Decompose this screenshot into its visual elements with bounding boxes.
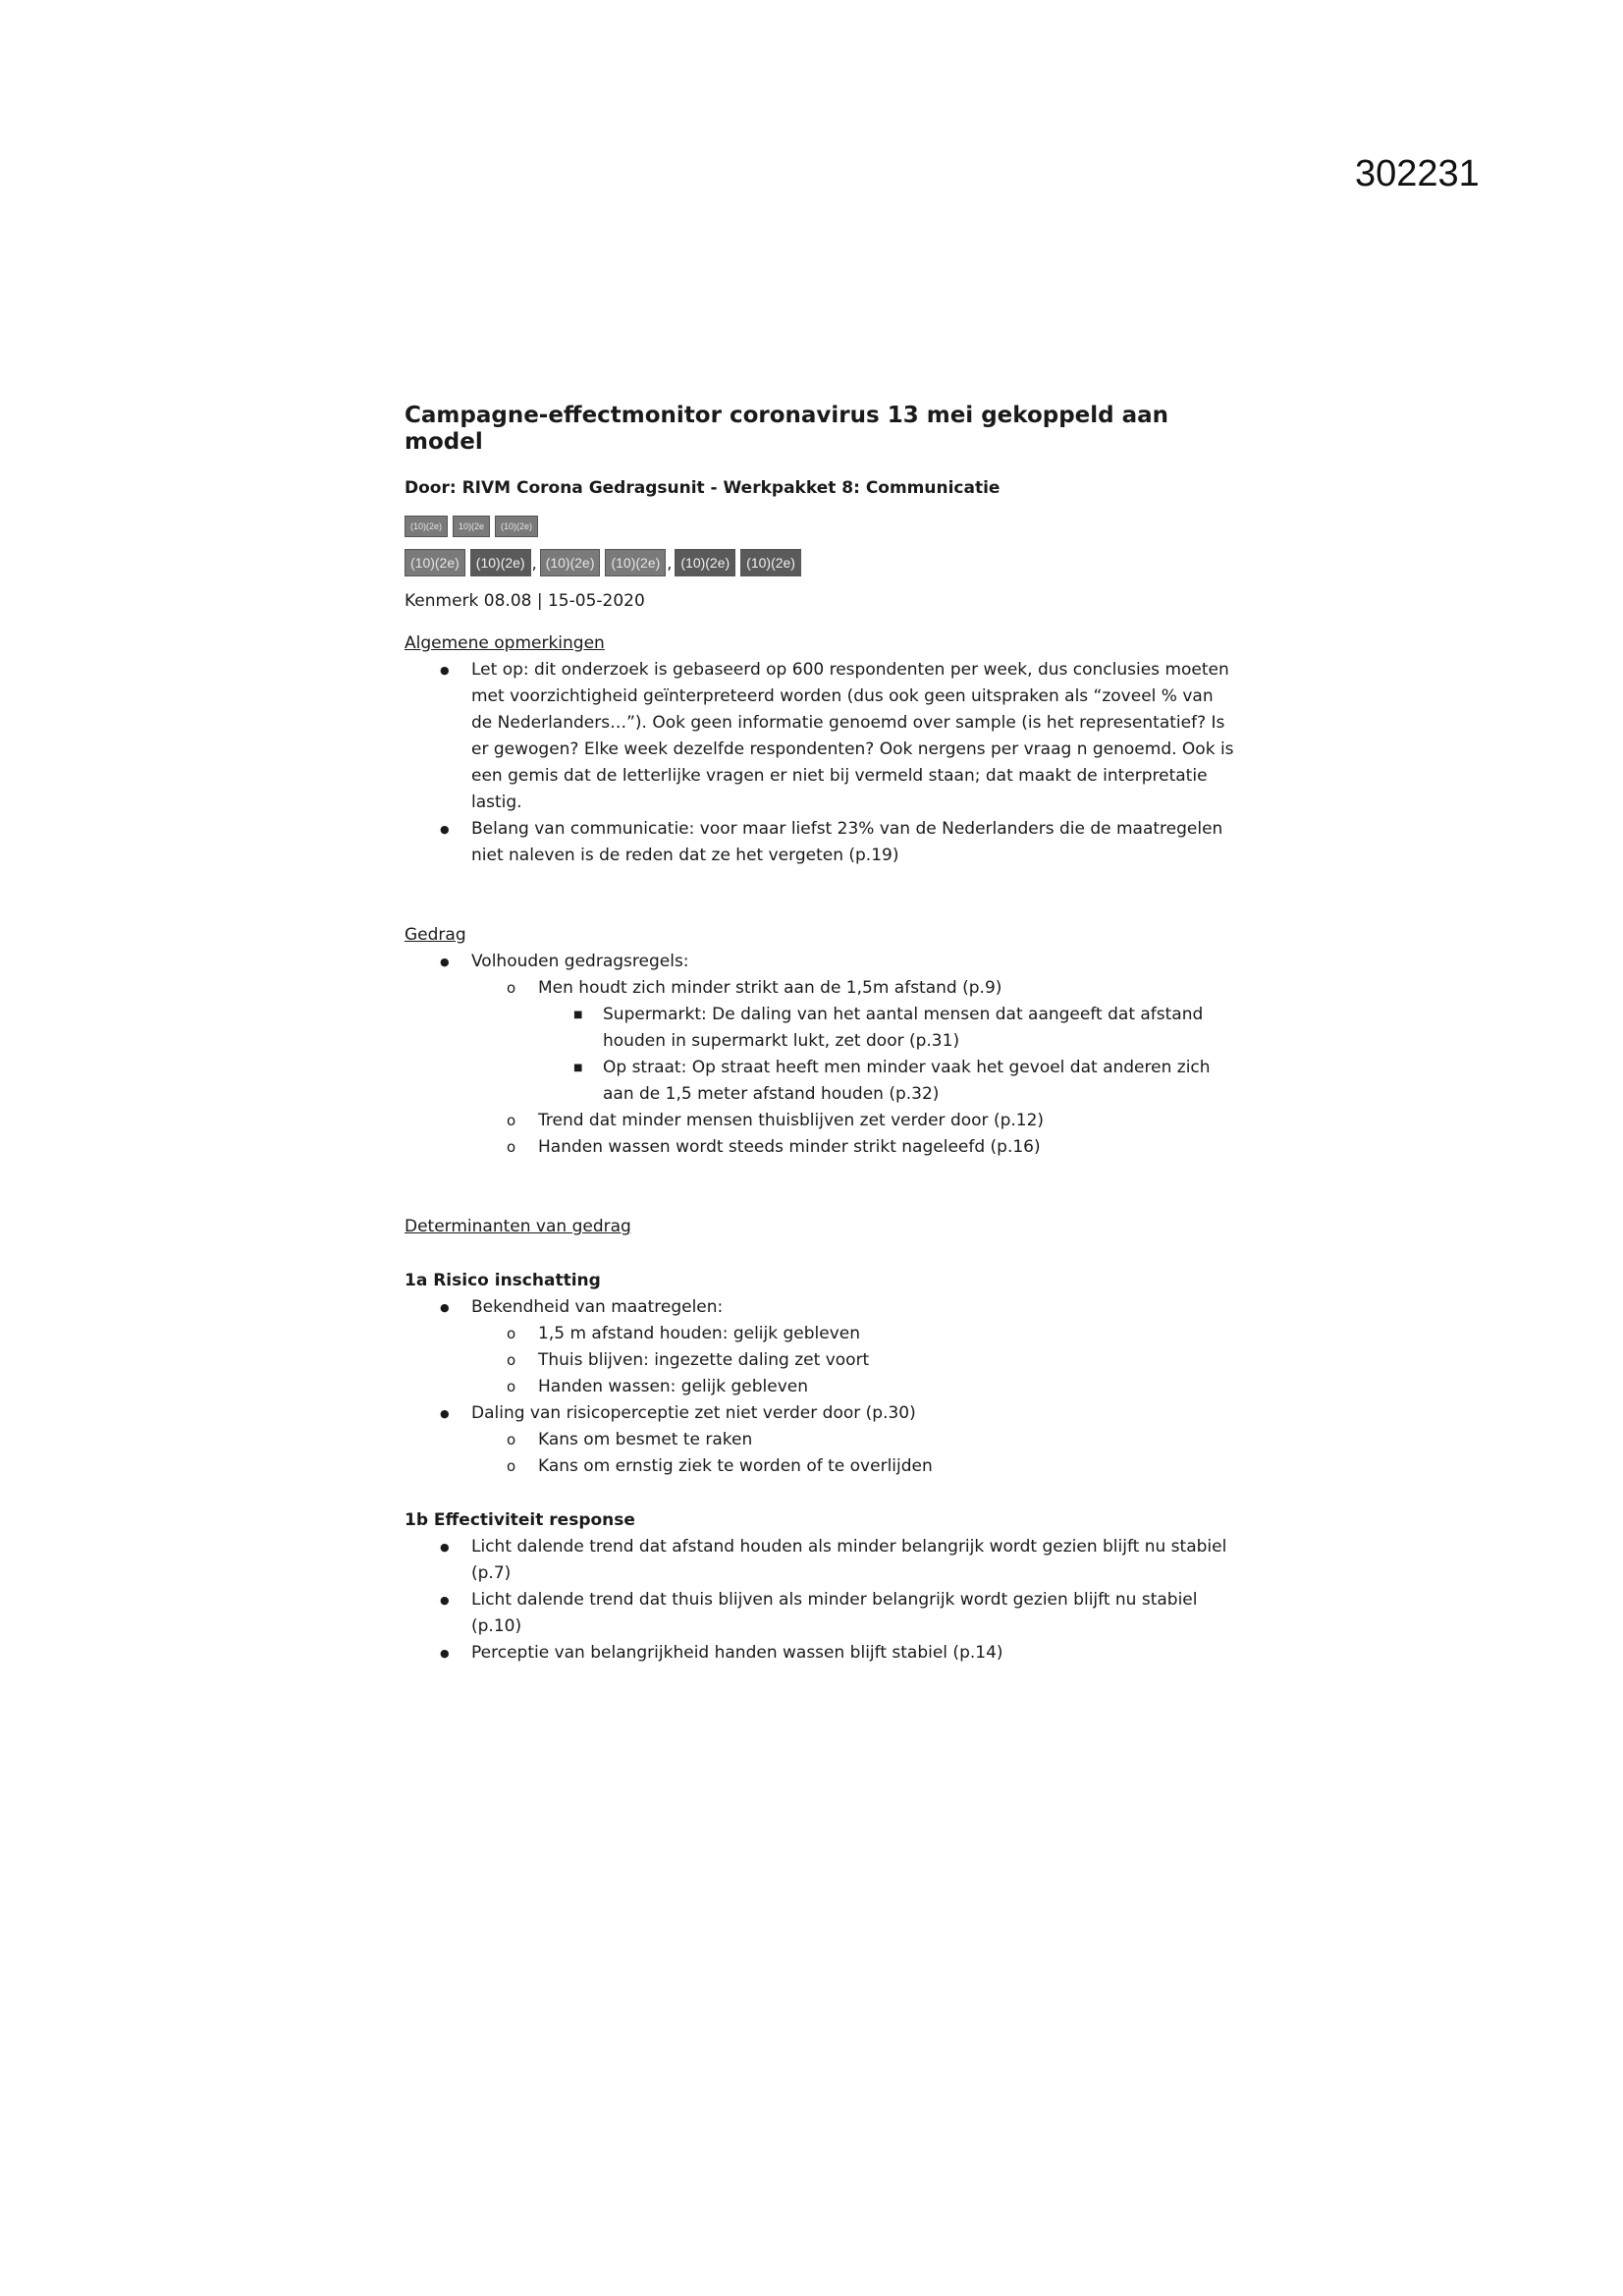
spacer (405, 869, 1239, 922)
separator-comma: , (667, 553, 673, 573)
document-body (405, 403, 1239, 1667)
section-heading-gedrag: Gedrag (405, 925, 466, 945)
list-item: o Thuis blijven: ingezette daling zet voort (471, 1347, 1239, 1374)
list-item: ■ Supermarkt: De daling van het aantal mensen dat aangeeft dat afstand houden in supermarkt lukt, zet door (p.31) (538, 1002, 1239, 1055)
redaction-row-1 (405, 516, 1239, 537)
list-item-text: Men houdt zich minder strikt aan de 1,5m afstand (p.9) (538, 978, 1002, 998)
list-item-text: Daling van risicoperceptie zet niet verder door (p.30) (471, 1403, 916, 1423)
list-item: o Kans om besmet te raken (471, 1427, 1239, 1453)
redaction-box: (10)(2e) (740, 549, 801, 576)
list-item: o 1,5 m afstand houden: gelijk gebleven (471, 1321, 1239, 1347)
section-heading-determinanten: Determinanten van gedrag (405, 1217, 631, 1236)
section-heading-algemene: Algemene opmerkingen (405, 633, 605, 653)
risico-sublist-2 (471, 1427, 1239, 1480)
effectiviteit-list (405, 1534, 1239, 1667)
risico-list (405, 1294, 1239, 1480)
list-item: ■ Op straat: Op straat heeft men minder vaak het gevoel dat anderen zich aan de 1,5 meter afstand houden (p.32) (538, 1055, 1239, 1108)
list-item: o Trend dat minder mensen thuisblijven zet verder door (p.12) (471, 1108, 1239, 1134)
list-item (405, 1294, 1239, 1400)
list-item: ● Belang van communicatie: voor maar liefst 23% van de Nederlanders die de maatregelen niet naleven is de reden dat ze het vergeten (p.19) (405, 816, 1239, 869)
redaction-row-2 (405, 549, 1239, 576)
redaction-box: (10)(2e) (470, 549, 531, 576)
list-item: o Handen wassen wordt steeds minder strikt nageleefd (p.16) (471, 1134, 1239, 1161)
subsection-heading-effectiviteit: 1b Effectiviteit response (405, 1510, 635, 1530)
list-item: o Handen wassen: gelijk gebleven (471, 1374, 1239, 1400)
list-item (471, 975, 1239, 1108)
redaction-box: (10)(2e) (540, 549, 601, 576)
list-item: ● Licht dalende trend dat thuis blijven als minder belangrijk wordt gezien blijft nu stabiel (p.10) (405, 1587, 1239, 1640)
reference-line: Kenmerk 08.08 | 15-05-2020 (405, 591, 645, 611)
byline: Door: RIVM Corona Gedragsunit - Werkpakket 8: Communicatie (405, 478, 1001, 498)
separator-comma: , (531, 553, 537, 573)
document-number: 302231 (1355, 153, 1480, 194)
redaction-box: 10)(2e (453, 516, 490, 537)
spacer (405, 1161, 1239, 1214)
list-item: o Kans om ernstig ziek te worden of te overlijden (471, 1453, 1239, 1480)
list-item (405, 949, 1239, 1161)
spacer (405, 1480, 1239, 1507)
redaction-box: (10)(2e) (405, 549, 465, 576)
gedrag-list (405, 949, 1239, 1161)
list-item-text: Volhouden gedragsregels: (471, 952, 689, 971)
spacer (405, 1240, 1239, 1268)
list-item: ● Let op: dit onderzoek is gebaseerd op 600 respondenten per week, dus conclusies moeten met voorzichtigheid geïnterpreteerd worden (dus ook geen uitspraken als “zoveel % van de Nederlanders…”). Ook geen informatie genoemd over sample (is het representatief? Is er gewogen? Elke week dezelfde respondenten? Ook nergens per vraag n genoemd. Ook is een gemis dat de letterlijke vragen er niet bij vermeld staan; dat maakt de interpretatie lastig. (405, 657, 1239, 816)
gedrag-sublist (471, 975, 1239, 1161)
list-item-text: Bekendheid van maatregelen: (471, 1297, 724, 1317)
risico-sublist-1 (471, 1321, 1239, 1400)
redaction-box: (10)(2e) (675, 549, 735, 576)
list-item: ● Perceptie van belangrijkheid handen wassen blijft stabiel (p.14) (405, 1640, 1239, 1667)
gedrag-subsublist (538, 1002, 1239, 1108)
page-title: Campagne-effectmonitor coronavirus 13 mei gekoppeld aan model (405, 403, 1169, 455)
algemene-list (405, 657, 1239, 869)
redaction-box: (10)(2e) (605, 549, 666, 576)
list-item (405, 1400, 1239, 1480)
redaction-box: (10)(2e) (405, 516, 448, 537)
redaction-box: (10)(2e) (495, 516, 538, 537)
subsection-heading-risico: 1a Risico inschatting (405, 1271, 601, 1290)
list-item: ● Licht dalende trend dat afstand houden als minder belangrijk wordt gezien blijft nu stabiel (p.7) (405, 1534, 1239, 1587)
